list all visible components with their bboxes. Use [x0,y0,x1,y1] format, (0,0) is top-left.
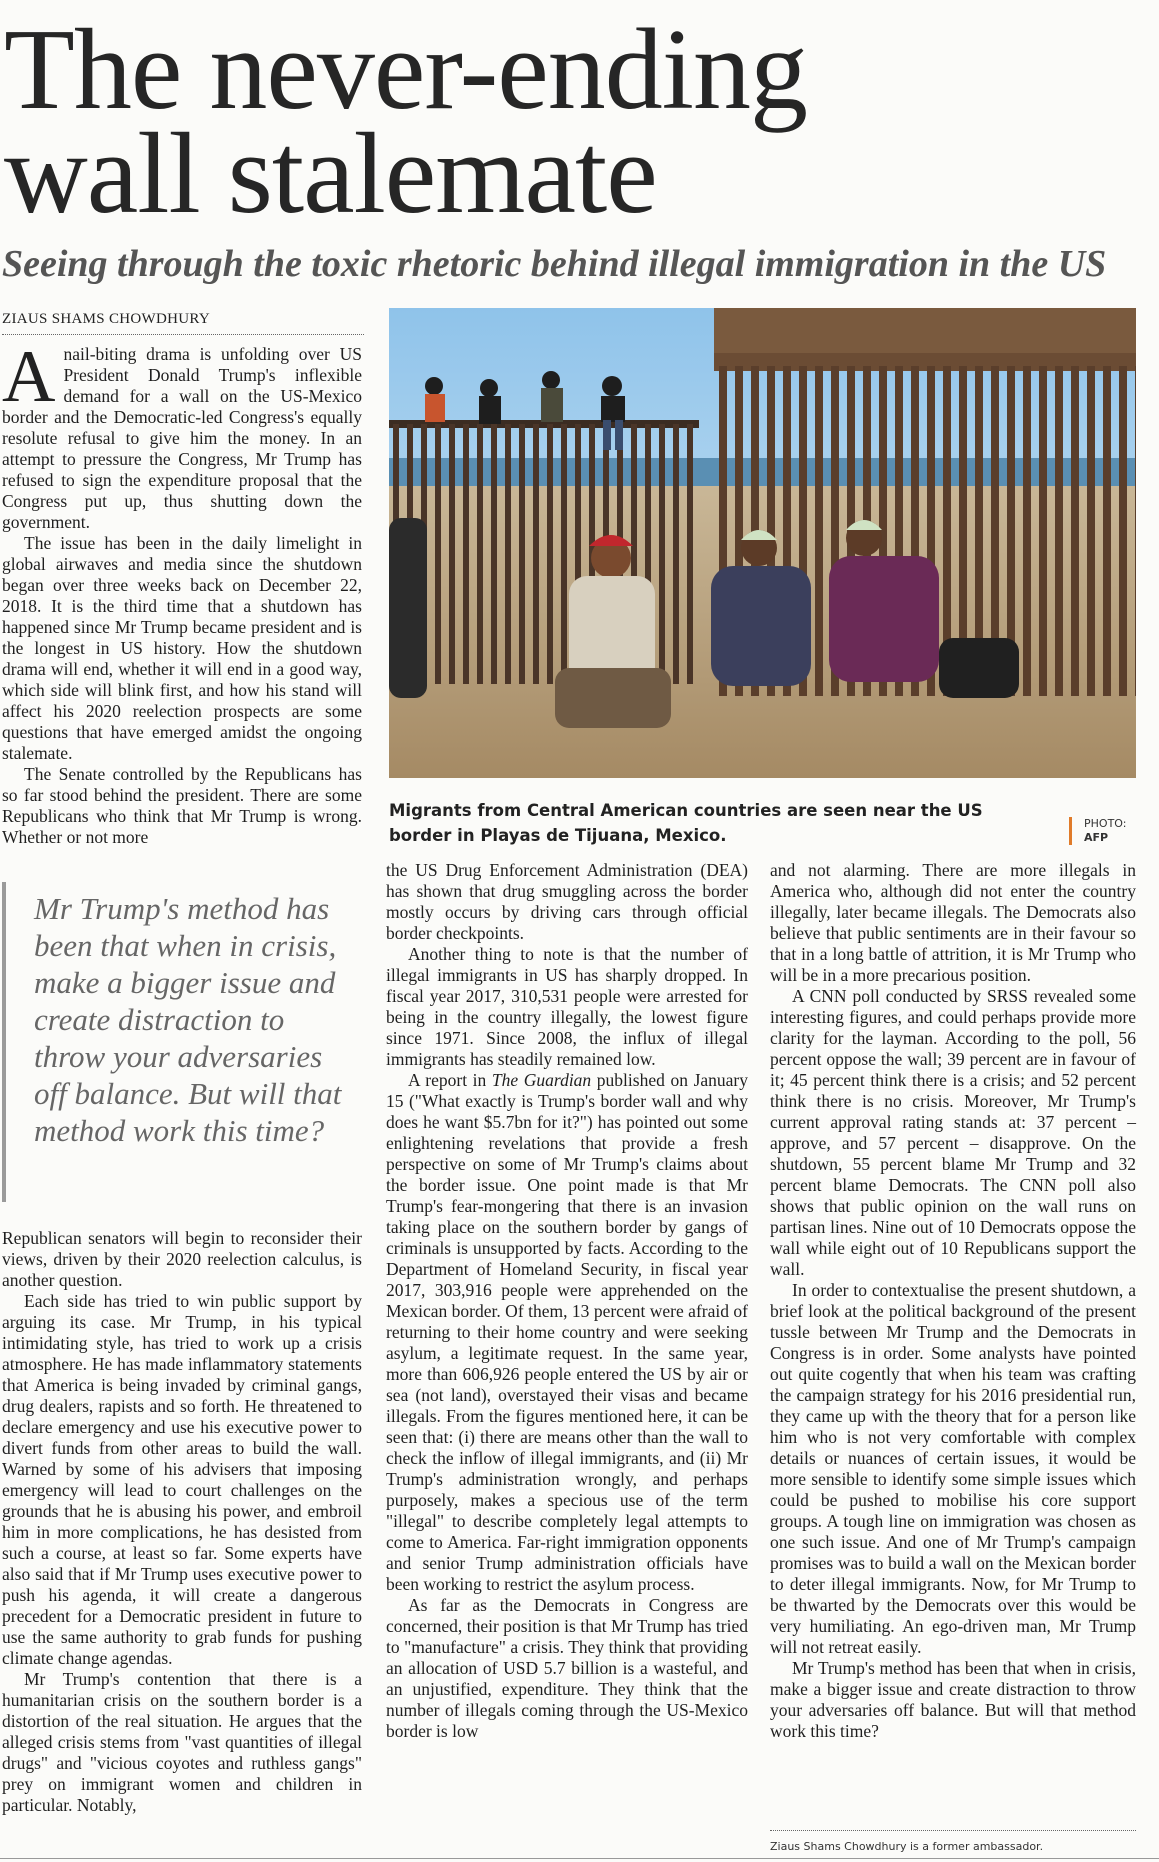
border-wall-photo-illustration [389,308,1136,778]
drop-cap: A [2,336,56,418]
paragraph: Mr Trump's method has been that when in crisis, make a bigger issue and create distraction to throw your adversaries off balance. But will that method work this time? [770,1658,1136,1741]
paragraph: Mr Trump's contention that there is a humanitarian crisis on the southern border is a distortion of the real situation. He argues that the alleged crisis stems from "vast quantities of illegal drugs" and "vicious coyotes and ruthless gangs" prey on immigrant women and children in particular. Notably, [2,1669,362,1815]
photo-caption: Migrants from Central American countries are seen near the US border in Playas de Tijuana, Mexico. [389,801,983,845]
author-footnote: Ziaus Shams Chowdhury is a former ambassador. [770,1840,1044,1853]
article-headline [4,6,1154,238]
paragraph: and not alarming. There are more illegals in America who, although did not enter the country illegally, later became illegals. The Democrats also believe that public sentiments are in their favour so that in a long battle of attrition, it is Mr Trump who will be in a more precarious position. [770,860,1136,985]
column-1-top [2,336,362,848]
column-1-bottom [2,1228,362,1816]
paragraph: In order to contextualise the present shutdown, a brief look at the political background of the present tussle between Mr Trump and the Democrats in Congress is in order. Some analysts have pointed out quite cogently that when his team was crafting the campaign strategy for his 2016 presidential run, they came up with the theory that for a person like him who is not very comfortable with complex details or nuances of certain issues, it would be more sensible to identify some simple issues which could be pushed to mobilise his core support groups. A tough line on immigration was chosen as one such issue. And one of Mr Trump's campaign promises was to build a wall on the Mexican border to deter illegal immigrants. Now, for Mr Trump to be thwarted by the Democrats over this would be very humiliating. An ego-driven man, Mr Trump will not retreat easily. [770,1280,1136,1657]
headline-line-1: The never-ending [4,6,807,134]
paragraph: Each side has tried to win public support by arguing its case. Mr Trump, in his typical intimidating style, has tried to work up a crisis atmosphere. He has made inflammatory statements that America is being invaded by criminal gangs, drug dealers, rapists and so forth. He threatened to declare emergency and use his executive power to divert funds from other areas to build the wall. Warned by some of his advisers that imposing emergency will lead to court challenges on the grounds that he is abusing his power, and embroil him in more complications, he has desisted from such a course, at least so far. Some experts have also said that if Mr Trump uses executive power to push his agenda, it will create a dangerous precedent for a Democratic president in future to use the same authority to grab funds for pushing climate change agendas. [2,1291,362,1668]
paragraph: Anail-biting drama is unfolding over US President Donald Trump's inflexible demand for a wall on the US-Mexico border and the Democratic-led Congress's equally resolute refusal to give him the money. In an attempt to pressure the Congress, Mr Trump has refused to sign the expenditure proposal that the Congress put up, thus shutting down the government. [2,336,362,532]
paragraph: As far as the Democrats in Congress are concerned, their position is that Mr Trump has tried to "manufacture" a crisis. They think that providing an allocation of USD 5.7 billion is a wasteful, and an unjustified, expenditure. They think that the number of illegals coming through the US-Mexico border is low [386,1595,748,1741]
paragraph: A report in The Guardian published on January 15 ("What exactly is Trump's border wall and why does he want $5.7bn for it?") has pointed out some enlightening revelations that provide a fresh perspective on some of Mr Trump's claims about the border issue. One point made is that Mr Trump's fear-mongering that there is an invasion taking place on the southern border by gangs of criminals is unsupported by facts. According to the Department of Homeland Security, in fiscal year 2017, 303,916 people were apprehended on the Mexican border. Of them, 13 percent were afraid of returning to their home country and were seeking asylum, a legitimate request. In the same year, more than 606,926 people entered the US by air or sea (not land), overstayed their visas and became illegals. From the figures mentioned here, it can be seen that: (i) there are means other than the wall to check the inflow of illegal immigrants, and (ii) Mr Trump's administration wrongly, and perhaps purposely, makes a specious use of the term "illegal" to describe completely legal attempts to come to America. Far-right immigration opponents and senior Trump administration officials have been working to restrict the asylum process. [386,1070,748,1594]
article-photo [389,308,1136,778]
page-bottom-rule [0,1858,1159,1859]
publication-title: The Guardian [491,1070,592,1090]
column-3 [770,860,1136,1742]
article-subhead: Seeing through the toxic rhetoric behind illegal immigration in the US [2,243,1107,285]
column-2 [386,860,748,1742]
pull-quote: Mr Trump's method has been that when in crisis, make a bigger issue and create distraction to throw your adversaries off balance. But will that method work this time? [2,882,362,1202]
paragraph: Republican senators will begin to reconsider their views, driven by their 2020 reelection calculus, is another question. [2,1228,362,1290]
footnote-divider [770,1830,1136,1831]
photo-credit-source: AFP [1084,831,1109,844]
photo-credit-label: PHOTO: [1084,817,1127,830]
paragraph: The issue has been in the daily limelight in global airwaves and media since the shutdown began over three weeks back on December 22, 2018. It is the third time that a shutdown has happened since Mr Trump became president and is the longest in US history. How the shutdown drama will end, whether it will end in a good way, which side will blink first, and how his stand will affect his 2020 reelection prospects are some questions that have emerged amidst the ongoing stalemate. [2,533,362,763]
byline: ZIAUS SHAMS CHOWDHURY [2,311,364,335]
paragraph: Another thing to note is that the number of illegal immigrants in US has sharply dropped. In fiscal year 2017, 310,531 people were arrested for being in the country illegally, the lowest figure since 1971. Since 2008, the influx of illegal immigrants has steadily remained low. [386,944,748,1069]
paragraph: The Senate controlled by the Republicans has so far stood behind the president. There are some Republicans who think that Mr Trump is wrong. Whether or not more [2,764,362,847]
paragraph: the US Drug Enforcement Administration (DEA) has shown that drug smuggling across the border mostly occurs by driving cars through official border checkpoints. [386,860,748,943]
headline-line-2: wall stalemate [4,110,657,238]
paragraph: A CNN poll conducted by SRSS revealed some interesting figures, and could perhaps provide more clarity for the layman. According to the poll, 56 percent oppose the wall; 39 percent are in favour of it; 45 percent think there is a crisis; and 52 percent think there is no crisis. Moreover, Mr Trump's current approval rating stands at: 37 percent – approve, and 57 percent – disapprove. On the shutdown, 55 percent blame Mr Trump and 32 percent blame Democrats. The CNN poll also shows that public opinion on the wall runs on partisan lines. Nine out of 10 Democrats oppose the wall while eight out of 10 Republicans support the wall. [770,986,1136,1279]
photo-credit [1069,817,1149,845]
